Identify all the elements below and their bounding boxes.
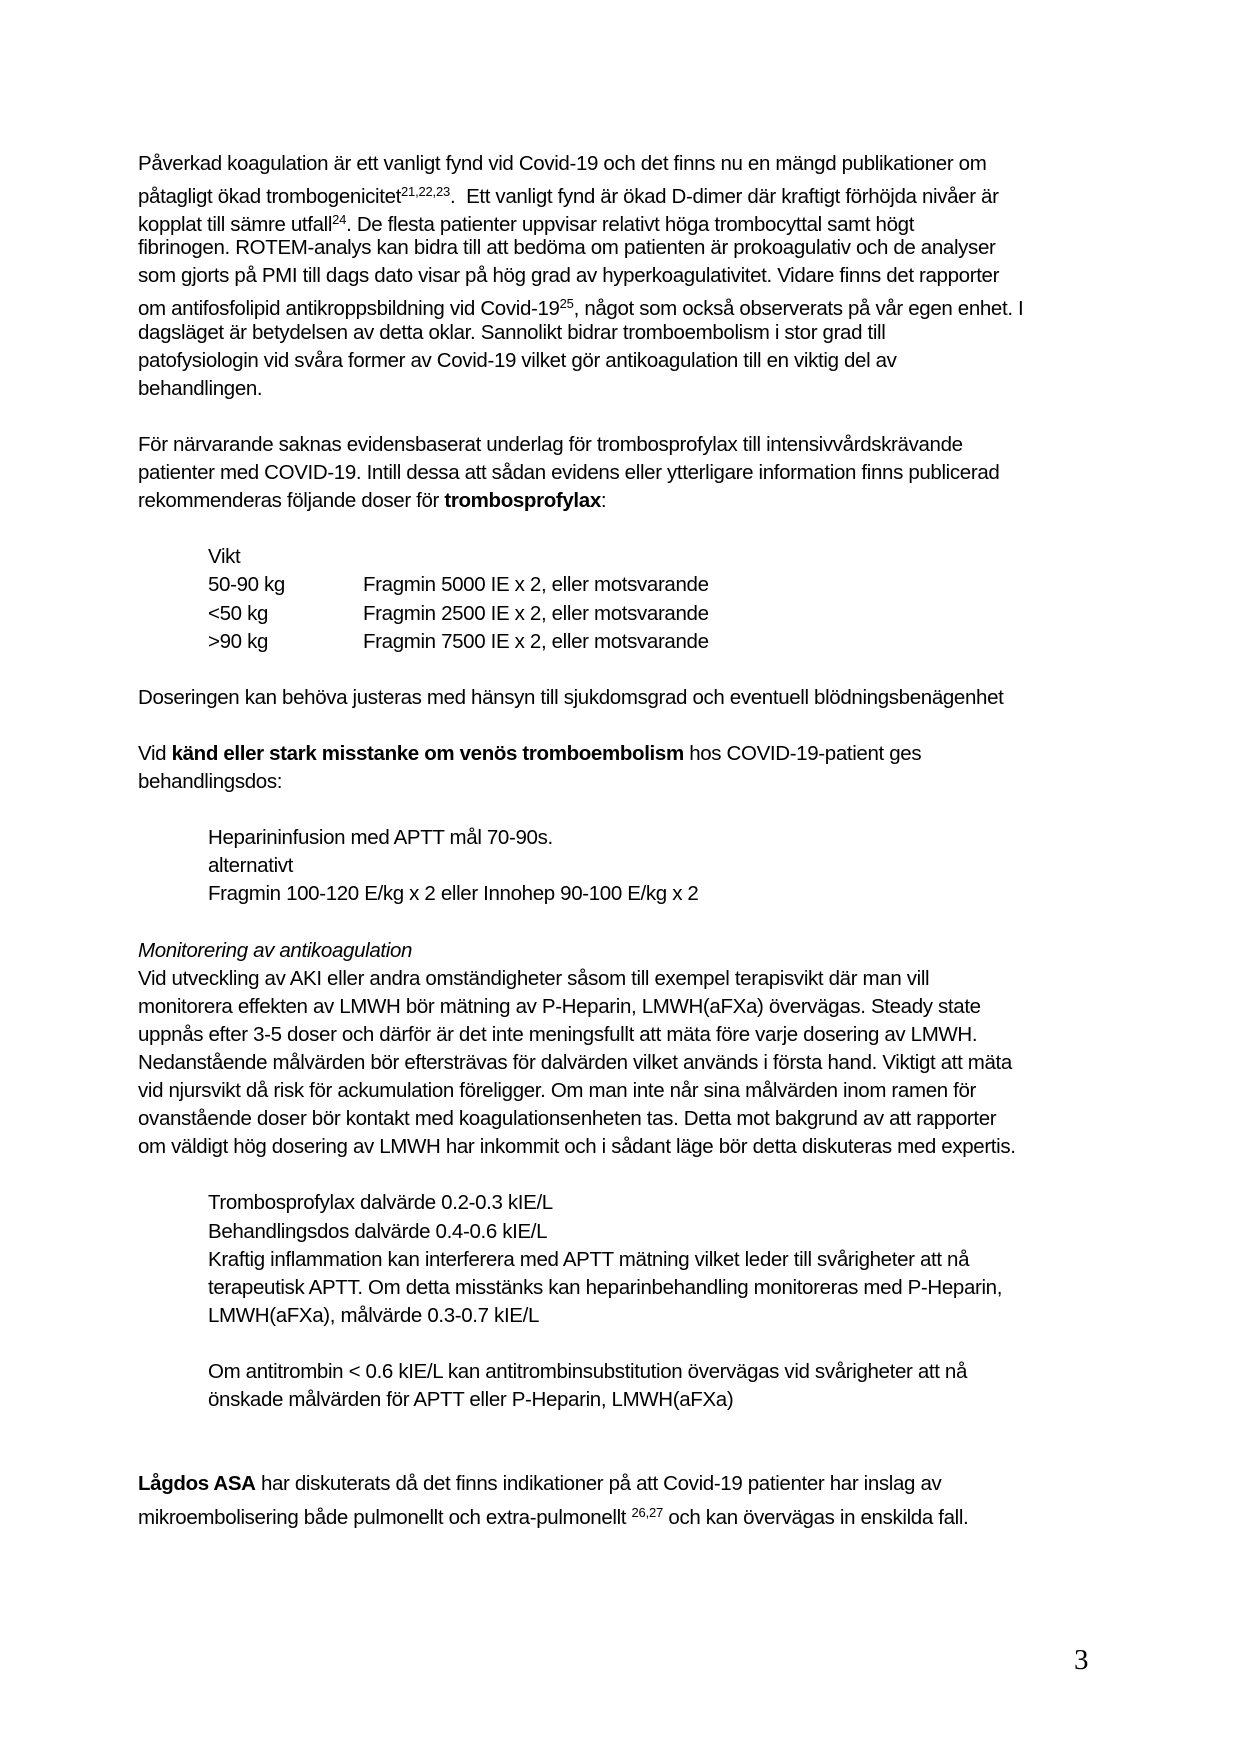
text-line (138, 431, 1113, 459)
text-line (138, 684, 1113, 712)
text-run: hos COVID-19-patient ges (683, 741, 922, 765)
paragraph (138, 1189, 1113, 1329)
dose-table-row (208, 628, 1113, 656)
paragraph-spacer (138, 1414, 1113, 1470)
text-line (138, 375, 1113, 403)
text-run: Vid (138, 741, 172, 765)
text-run: . De flesta patienter uppvisar relativt höga trombocyttal samt högt (346, 213, 915, 237)
text-run: LMWH(aFXa), målvärde 0.3-0.7 kIE/L (208, 1303, 540, 1327)
text-line (138, 1133, 1113, 1161)
weight-range: 50-90 kg (208, 573, 285, 597)
paragraph (138, 1358, 1113, 1414)
superscript-reference: 24 (332, 212, 347, 228)
paragraph-spacer (138, 1330, 1113, 1358)
paragraph (138, 824, 1113, 908)
text-line (138, 1049, 1113, 1077)
paragraph-spacer (138, 712, 1113, 740)
text-line (138, 319, 1113, 347)
text-run: terapeutisk APTT. Om detta misstänks kan heparinbehandling monitoreras med P-Heparin, (208, 1275, 1003, 1299)
paragraph (138, 1470, 1113, 1529)
text-line (208, 1302, 1113, 1330)
dose-recommendation: Fragmin 2500 IE x 2, eller motsvarande (363, 601, 709, 625)
text-line (208, 1189, 1113, 1217)
text-line (138, 290, 1113, 321)
text-line (208, 852, 1113, 880)
paragraph (138, 937, 1113, 965)
text-run: alternativt (208, 854, 294, 878)
text-line (208, 824, 1113, 852)
paragraph-spacer (138, 403, 1113, 431)
superscript-reference: 21,22,23 (401, 184, 451, 200)
text-line (138, 740, 1113, 768)
paragraph-spacer (138, 1161, 1113, 1189)
text-run: önskade målvärden för APTT eller P-Heparin, LMWH(aFXa) (208, 1388, 734, 1412)
text-run: patienter med COVID-19. Intill dessa att sådan evidens eller ytterligare information finns publicerad (138, 461, 1000, 485)
text-line (138, 993, 1113, 1021)
text-line (208, 1274, 1113, 1302)
dose-table-row (208, 571, 1113, 599)
paragraph-spacer (138, 909, 1113, 937)
text-run: . Ett vanligt fynd är ökad D-dimer där kraftigt förhöjda nivåer är (450, 185, 999, 209)
text-line (138, 1021, 1113, 1049)
text-run: , något som också observerats på vår egen enhet. I (573, 297, 1024, 321)
paragraph (138, 431, 1113, 515)
text-run: påtagligt ökad trombogenicitet (138, 185, 402, 209)
text-line (138, 487, 1113, 515)
text-line (138, 178, 1113, 209)
text-run: Vikt (208, 545, 241, 569)
dose-recommendation: Fragmin 5000 IE x 2, eller motsvarande (363, 573, 709, 597)
text-line (138, 459, 1113, 487)
dose-table (138, 543, 1113, 655)
text-run: Fragmin 100-120 E/kg x 2 eller Innohep 90-100 E/kg x 2 (208, 882, 699, 906)
text-run: Trombosprofylax dalvärde 0.2-0.3 kIE/L (208, 1191, 553, 1215)
weight-range: <50 kg (208, 601, 269, 625)
text-run: Vid utveckling av AKI eller andra omständigheter såsom till exempel terapisvikt där man vill (138, 966, 930, 990)
text-run: uppnås efter 3-5 doser och därför är det inte meningsfullt att mäta före varje dosering av LMWH. (138, 1022, 978, 1046)
dose-recommendation: Fragmin 7500 IE x 2, eller motsvarande (363, 629, 709, 653)
text-run: om väldigt hög dosering av LMWH har inkommit och i sådant läge bör detta diskuteras med expertis. (138, 1135, 1016, 1159)
text-run: rekommenderas följande doser för (138, 489, 445, 513)
text-run: dagsläget är betydelsen av detta oklar. Sannolikt bidrar tromboembolism i stor grad till (138, 320, 886, 344)
text-run: behandlingsdos: (138, 770, 283, 794)
text-run: Lågdos ASA (138, 1472, 256, 1496)
text-run: och kan övervägas in enskilda fall. (663, 1505, 969, 1529)
page-number: 3 (1074, 1644, 1089, 1676)
text-run: Doseringen kan behöva justeras med hänsyn till sjukdomsgrad och eventuell blödningsbenägenhet (138, 685, 1004, 709)
text-line (138, 1105, 1113, 1133)
text-line (208, 1386, 1113, 1414)
text-line (208, 880, 1113, 908)
text-line (138, 206, 1113, 237)
text-run: Heparininfusion med APTT mål 70-90s. (208, 826, 553, 850)
text-run: trombosprofylax (444, 489, 601, 513)
paragraph (138, 740, 1113, 796)
paragraph-spacer (138, 656, 1113, 684)
paragraph-spacer (138, 796, 1113, 824)
text-line (208, 1358, 1113, 1386)
text-run: : (600, 489, 607, 513)
dose-table-row (208, 600, 1113, 628)
text-run: Monitorering av antikoagulation (138, 938, 413, 962)
text-run: patofysiologin vid svåra former av Covid-19 vilket gör antikoagulation till en viktig del av (138, 348, 897, 372)
text-line (138, 768, 1113, 796)
text-line (138, 1077, 1113, 1105)
paragraph-spacer (138, 515, 1113, 543)
text-line (138, 965, 1113, 993)
text-line (138, 262, 1113, 290)
text-line (138, 347, 1113, 375)
text-line (208, 1246, 1113, 1274)
text-run: behandlingen. (138, 376, 263, 400)
text-run: vid njursvikt då risk för ackumulation föreligger. Om man inte når sina målvärden inom ramen för (138, 1079, 977, 1103)
text-run: Nedanstående målvärden bör eftersträvas för dalvärden vilket används i första hand. Viktigt att mäta (138, 1051, 1012, 1074)
text-run: kopplat till sämre utfall (138, 213, 333, 237)
text-run: Behandlingsdos dalvärde 0.4-0.6 kIE/L (208, 1219, 548, 1243)
text-run: Påverkad koagulation är ett vanligt fynd vid Covid-19 och det finns nu en mängd publikationer om (138, 152, 987, 175)
document-content (138, 150, 1113, 1527)
paragraph (138, 150, 1113, 403)
superscript-reference: 26,27 (631, 1504, 664, 1520)
text-run: För närvarande saknas evidensbaserat underlag för trombosprofylax till intensivvårdskrävande (138, 432, 963, 456)
text-run: Om antitrombin < 0.6 kIE/L kan antitrombinsubstitution övervägas vid svårigheter att nå (208, 1360, 968, 1384)
paragraph (138, 965, 1113, 1162)
dose-table-header (208, 543, 1113, 571)
text-line (138, 150, 1113, 178)
text-line (138, 1499, 1113, 1527)
text-run: fibrinogen. ROTEM-analys kan bidra till att bedöma om patienten är prokoagulativ och de analyser (138, 236, 996, 260)
text-run: känd eller stark misstanke om venös tromboembolism (171, 741, 684, 765)
text-line (138, 234, 1113, 262)
text-line (138, 1470, 1113, 1498)
text-run: har diskuterats då det finns indikationer på att Covid-19 patienter har inslag av (255, 1472, 942, 1496)
superscript-reference: 25 (559, 296, 574, 312)
text-run: Kraftig inflammation kan interferera med APTT mätning vilket leder till svårigheter att nå (208, 1247, 970, 1271)
text-run: som gjorts på PMI till dags dato visar på hög grad av hyperkoagulativitet. Vidare finns det rapporter (138, 264, 1000, 288)
text-line (138, 937, 1113, 965)
paragraph (138, 684, 1113, 712)
text-run: monitorera effekten av LMWH bör mätning av P-Heparin, LMWH(aFXa) övervägas. Steady state (138, 994, 981, 1018)
text-run: om antifosfolipid antikroppsbildning vid Covid-19 (138, 297, 560, 321)
weight-range: >90 kg (208, 629, 269, 653)
text-line (208, 1218, 1113, 1246)
text-run: ovanstående doser bör kontakt med koagulationsenheten tas. Detta mot bakgrund av att rapporter (138, 1107, 997, 1131)
text-run: mikroembolisering både pulmonellt och extra-pulmonellt (138, 1505, 632, 1529)
